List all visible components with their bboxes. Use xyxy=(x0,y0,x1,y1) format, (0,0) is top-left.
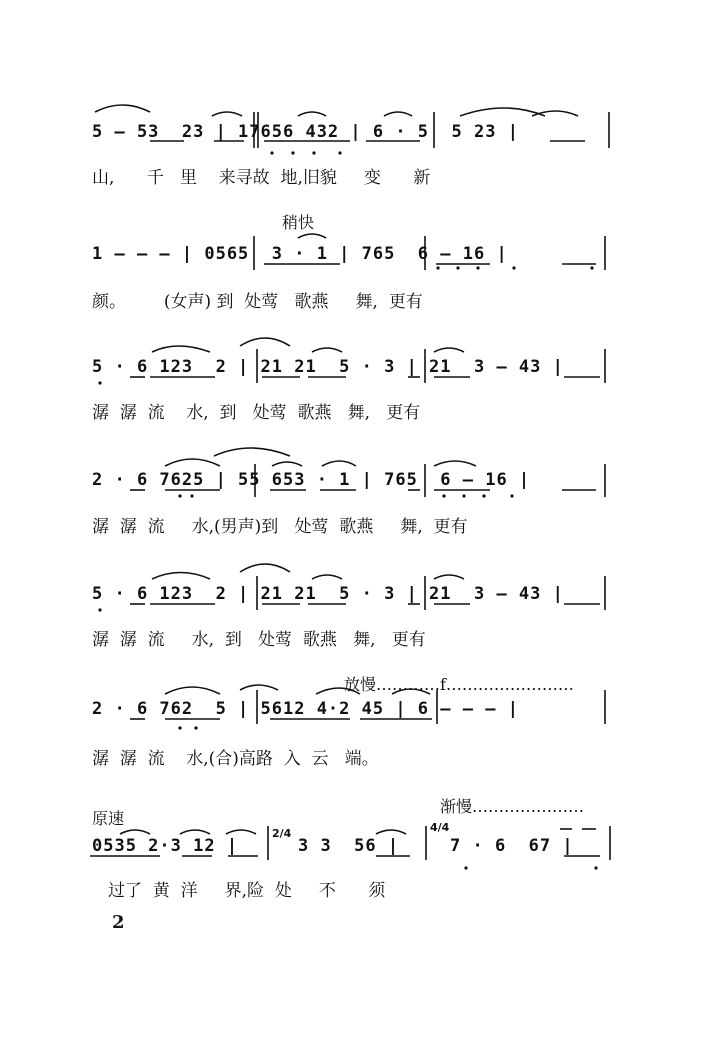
system-3-notes: 5 · 6 123 2 | 21 21 5 · 3 | 21 3 — 43 | xyxy=(92,357,564,377)
system-5-lyrics: 潺 潺 流 水, 到 处莺 歌燕 舞, 更有 xyxy=(92,630,426,650)
system-2-lyrics: 颜。 (女声) 到 处莺 歌燕 舞, 更有 xyxy=(92,292,423,312)
system-1-notes: 5 — 53 23 | 17656 432 | 6 · 5 5 23 | xyxy=(92,122,519,142)
system-7-notes-b: 3 3 56 | xyxy=(298,836,400,856)
system-7-notes-c: 7 · 6 67 | xyxy=(450,836,574,856)
system-7-lyrics: 过了 黄 洋 界,险 处 不 须 xyxy=(108,881,386,901)
system-4-notes: 2 · 6 7625 | 55 653 · 1 | 765 6 — 16 | xyxy=(92,470,531,490)
system-6-notes: 2 · 6 762 5 | 5612 4·2 45 | 6 — — — | xyxy=(92,699,519,719)
system-4-lyrics: 潺 潺 流 水,(男声)到 处莺 歌燕 舞, 更有 xyxy=(92,517,468,537)
system-3-lyrics: 潺 潺 流 水, 到 处莺 歌燕 舞, 更有 xyxy=(92,403,421,423)
system-7-notes-a: 0535 2·3 12 | xyxy=(92,836,239,856)
system-6-direction: 放慢…………f…………………… xyxy=(344,675,574,694)
system-7-direction-left: 原速 xyxy=(92,809,125,828)
system-7-direction-right: 渐慢………………… xyxy=(440,797,585,816)
system-2-direction: 稍快 xyxy=(282,213,315,232)
time-signature-1: 2/4 xyxy=(272,827,292,840)
system-2-notes: 1 — — — | 0565 3 · 1 | 765 6 — 16 | xyxy=(92,244,508,264)
system-1-lyrics: 山, 千 里 来寻故 地,旧貌 变 新 xyxy=(92,168,431,188)
page-number: 2 xyxy=(112,912,125,933)
system-6-lyrics: 潺 潺 流 水,(合)高路 入 云 端。 xyxy=(92,749,379,769)
system-5-notes: 5 · 6 123 2 | 21 21 5 · 3 | 21 3 — 43 | xyxy=(92,584,564,604)
time-signature-2: 4/4 xyxy=(430,821,450,834)
